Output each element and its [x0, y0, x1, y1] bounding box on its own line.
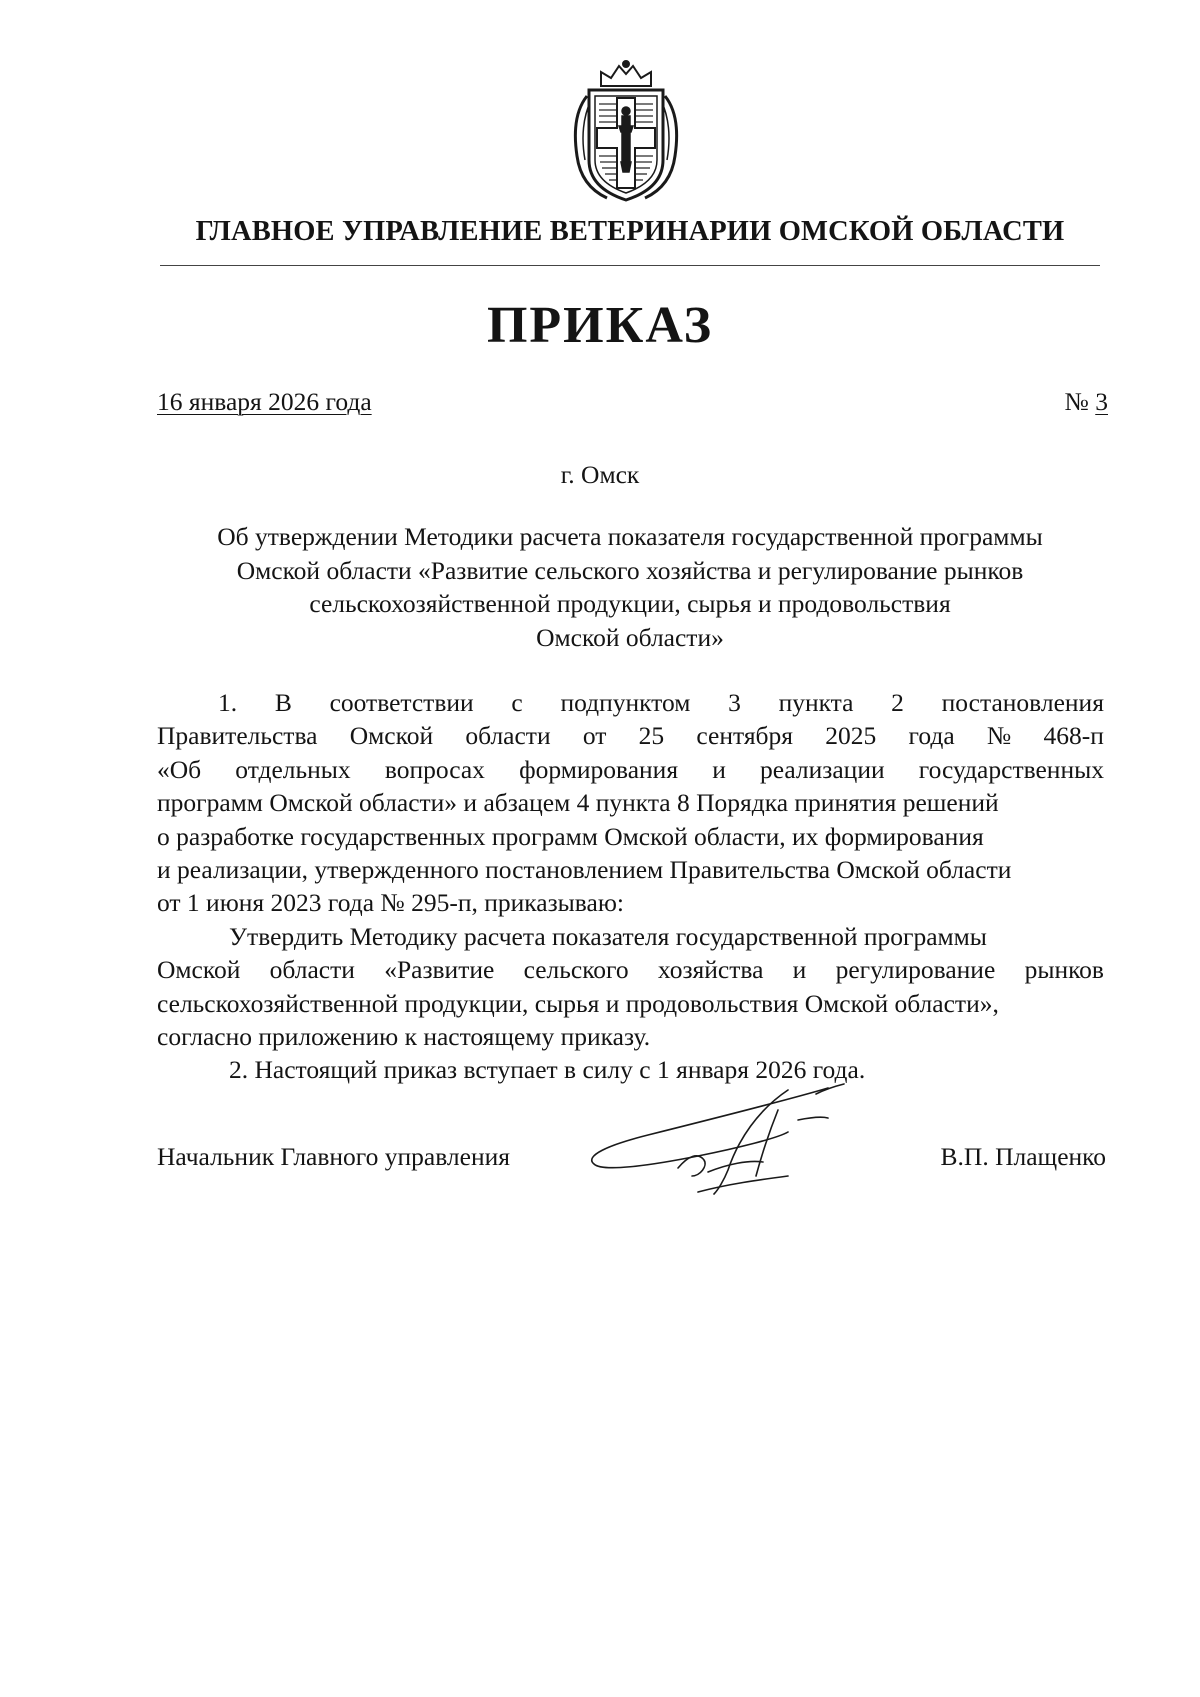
body-word: 1. [218, 688, 238, 717]
body-line [157, 753, 1104, 786]
subject-line: Омской области «Развитие сельского хозяйства и регулирование рынков [236, 555, 1024, 585]
body-word: 468-п [1043, 721, 1104, 751]
body-word: и [712, 754, 726, 784]
body-line [157, 719, 1104, 752]
body-word: подпунктом [560, 688, 691, 717]
body-word: Омской [349, 721, 434, 751]
subject-line: сельскохозяйственной продукции, сырья и продовольствия [309, 589, 951, 618]
body-word: формирования [519, 754, 679, 784]
body-word: сельского [523, 955, 629, 985]
signatory-position: Начальник Главного управления [157, 1142, 510, 1171]
body-line: программ Омской области» и абзацем 4 пункта 8 Порядка принятия решений [157, 788, 999, 818]
body-line: о разработке государственных программ Омской области, их формирования [157, 821, 984, 851]
body-word: постановления [941, 688, 1104, 717]
body-word: отдельных [235, 754, 351, 784]
organization-name: ГЛАВНОЕ УПРАВЛЕНИЕ ВЕТЕРИНАРИИ ОМСКОЙ ОБЛАСТИ [195, 216, 1065, 247]
handwritten-signature-icon [588, 1080, 858, 1200]
body-line: согласно приложению к настоящему приказу. [157, 1022, 651, 1052]
header-divider [160, 265, 1100, 266]
body-word: области [465, 721, 551, 751]
body-word: рынков [1024, 955, 1104, 985]
signatory-name: В.П. Плащенко [940, 1142, 1106, 1171]
subject-line: Омской области» [536, 622, 724, 652]
body-word: Омской [157, 955, 241, 985]
coat-of-arms-icon [567, 56, 685, 204]
number-sign: № [1064, 387, 1089, 416]
body-word: хозяйства [657, 955, 764, 985]
body-line [157, 953, 1104, 986]
body-line: от 1 июня 2023 года № 295-п, приказываю: [157, 888, 624, 918]
order-subject [160, 520, 1100, 654]
body-line: и реализации, утвержденного постановлением Правительства Омской области [157, 855, 1012, 885]
body-word: вопросах [384, 754, 485, 784]
body-word: регулирование [835, 955, 996, 985]
body-word: 2025 [825, 721, 877, 751]
body-word: сентября [696, 721, 794, 751]
body-word: 2 [891, 688, 904, 717]
body-line: 2. Настоящий приказ вступает в силу с 1 января 2026 года. [229, 1055, 866, 1085]
body-line: сельскохозяйственной продукции, сырья и продовольствия Омской области», [157, 988, 999, 1018]
order-body [157, 686, 1104, 1087]
body-word: Правительства [157, 721, 318, 751]
order-number-value: 3 [1095, 387, 1108, 416]
subject-line: Об утверждении Методики расчета показателя государственной программы [217, 522, 1043, 551]
body-word: В [274, 688, 292, 717]
body-word: с [511, 688, 523, 717]
body-word: области [269, 955, 355, 985]
body-word: соответствии [329, 688, 474, 717]
order-date [157, 387, 372, 417]
city: г. Омск [560, 460, 640, 489]
body-line [157, 686, 1104, 719]
order-number [1065, 387, 1108, 417]
body-word: года [908, 721, 955, 751]
body-word: 25 [638, 721, 665, 751]
body-word: 3 [728, 688, 741, 717]
body-line: Утвердить Методику расчета показателя государственной программы [229, 921, 987, 951]
body-word: и [792, 955, 807, 985]
body-word: № [986, 721, 1012, 751]
body-word: от [582, 721, 607, 751]
body-word: реализации [759, 754, 885, 784]
body-word: «Развитие [384, 955, 495, 985]
document-title: ПРИКАЗ [486, 297, 714, 354]
body-word: пункта [778, 688, 854, 717]
order-date-text: 16 января 2026 года [157, 387, 372, 416]
body-word: «Об [157, 754, 202, 784]
body-word: государственных [918, 754, 1104, 784]
